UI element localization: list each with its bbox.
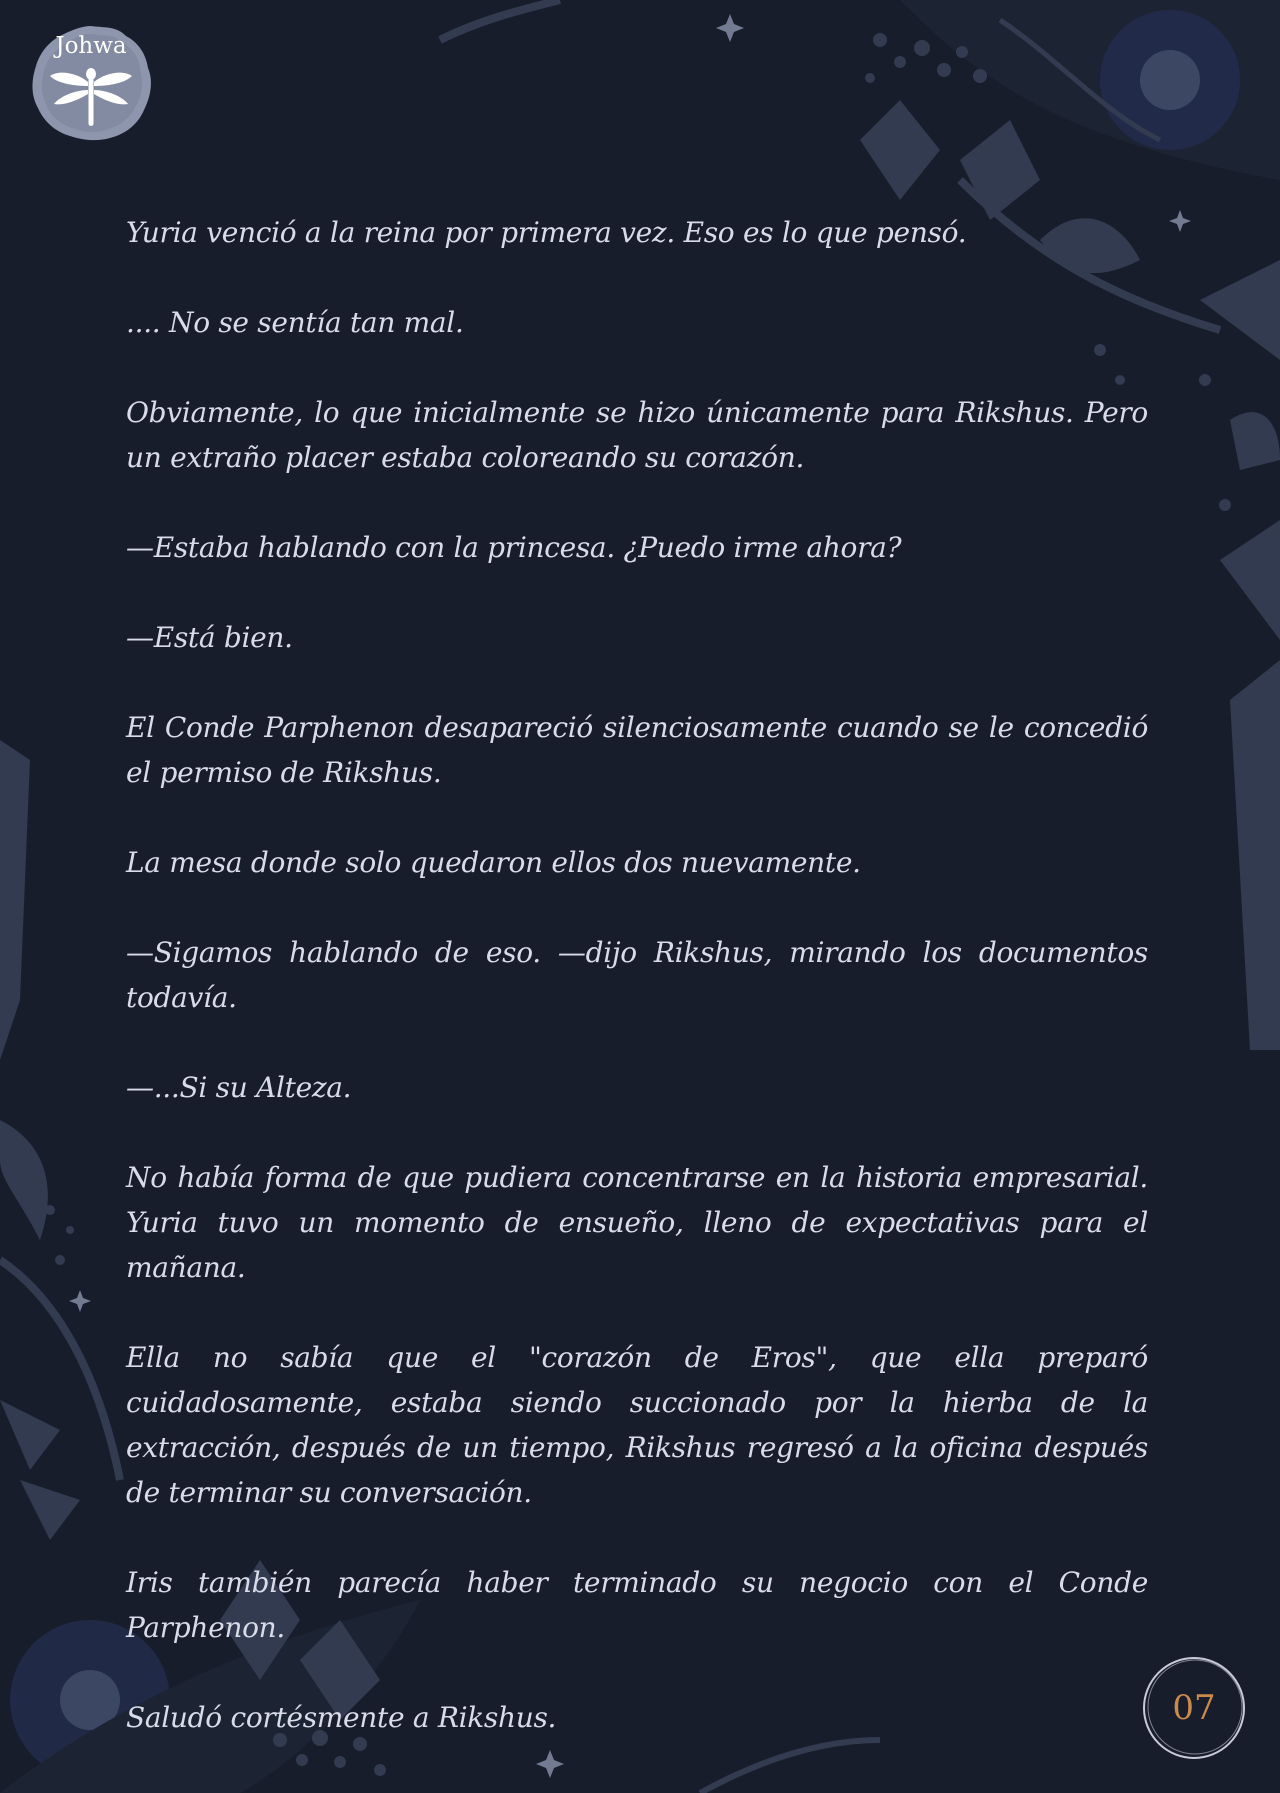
paragraph: —Estaba hablando con la princesa. ¿Puedo irme ahora? [126, 531, 902, 564]
paragraph: Iris también parecía haber terminado su negocio con el Conde Parphenon. [126, 1566, 1148, 1644]
paragraph: Ella no sabía que el "corazón de Eros", que ella preparó cuidadosamente, estaba siendo succionado por la hierba de la extracción, después de un tiempo, Rikshus regresó a la oficina después de terminar su conversación. [126, 1341, 1148, 1509]
paragraph: .... No se sentía tan mal. [126, 306, 464, 339]
paragraph: La mesa donde solo quedaron ellos dos nuevamente. [126, 846, 861, 879]
paragraph: Saludó cortésmente a Rikshus. [126, 1701, 557, 1734]
paragraph: Obviamente, lo que inicialmente se hizo únicamente para Rikshus. Pero un extraño placer estaba coloreando su corazón. [126, 396, 1148, 474]
paragraph: —Sigamos hablando de eso. —dijo Rikshus, mirando los documentos todavía. [126, 936, 1148, 1014]
page-number-badge [1138, 1652, 1250, 1764]
page-number: 07 [1172, 1688, 1216, 1728]
publisher-logo [28, 24, 154, 142]
logo-text: Johwa [55, 33, 127, 59]
paragraph: —Está bien. [126, 621, 293, 654]
paragraph: No había forma de que pudiera concentrarse en la historia empresarial. Yuria tuvo un momento de ensueño, lleno de expectativas para el mañana. [126, 1161, 1148, 1284]
chapter-text [126, 210, 1148, 1785]
dragonfly-icon [46, 60, 136, 130]
paragraph: El Conde Parphenon desapareció silenciosamente cuando se le concedió el permiso de Rikshus. [126, 711, 1148, 789]
paragraph: —...Si su Alteza. [126, 1071, 352, 1104]
paragraph: Yuria venció a la reina por primera vez. Eso es lo que pensó. [126, 216, 967, 249]
